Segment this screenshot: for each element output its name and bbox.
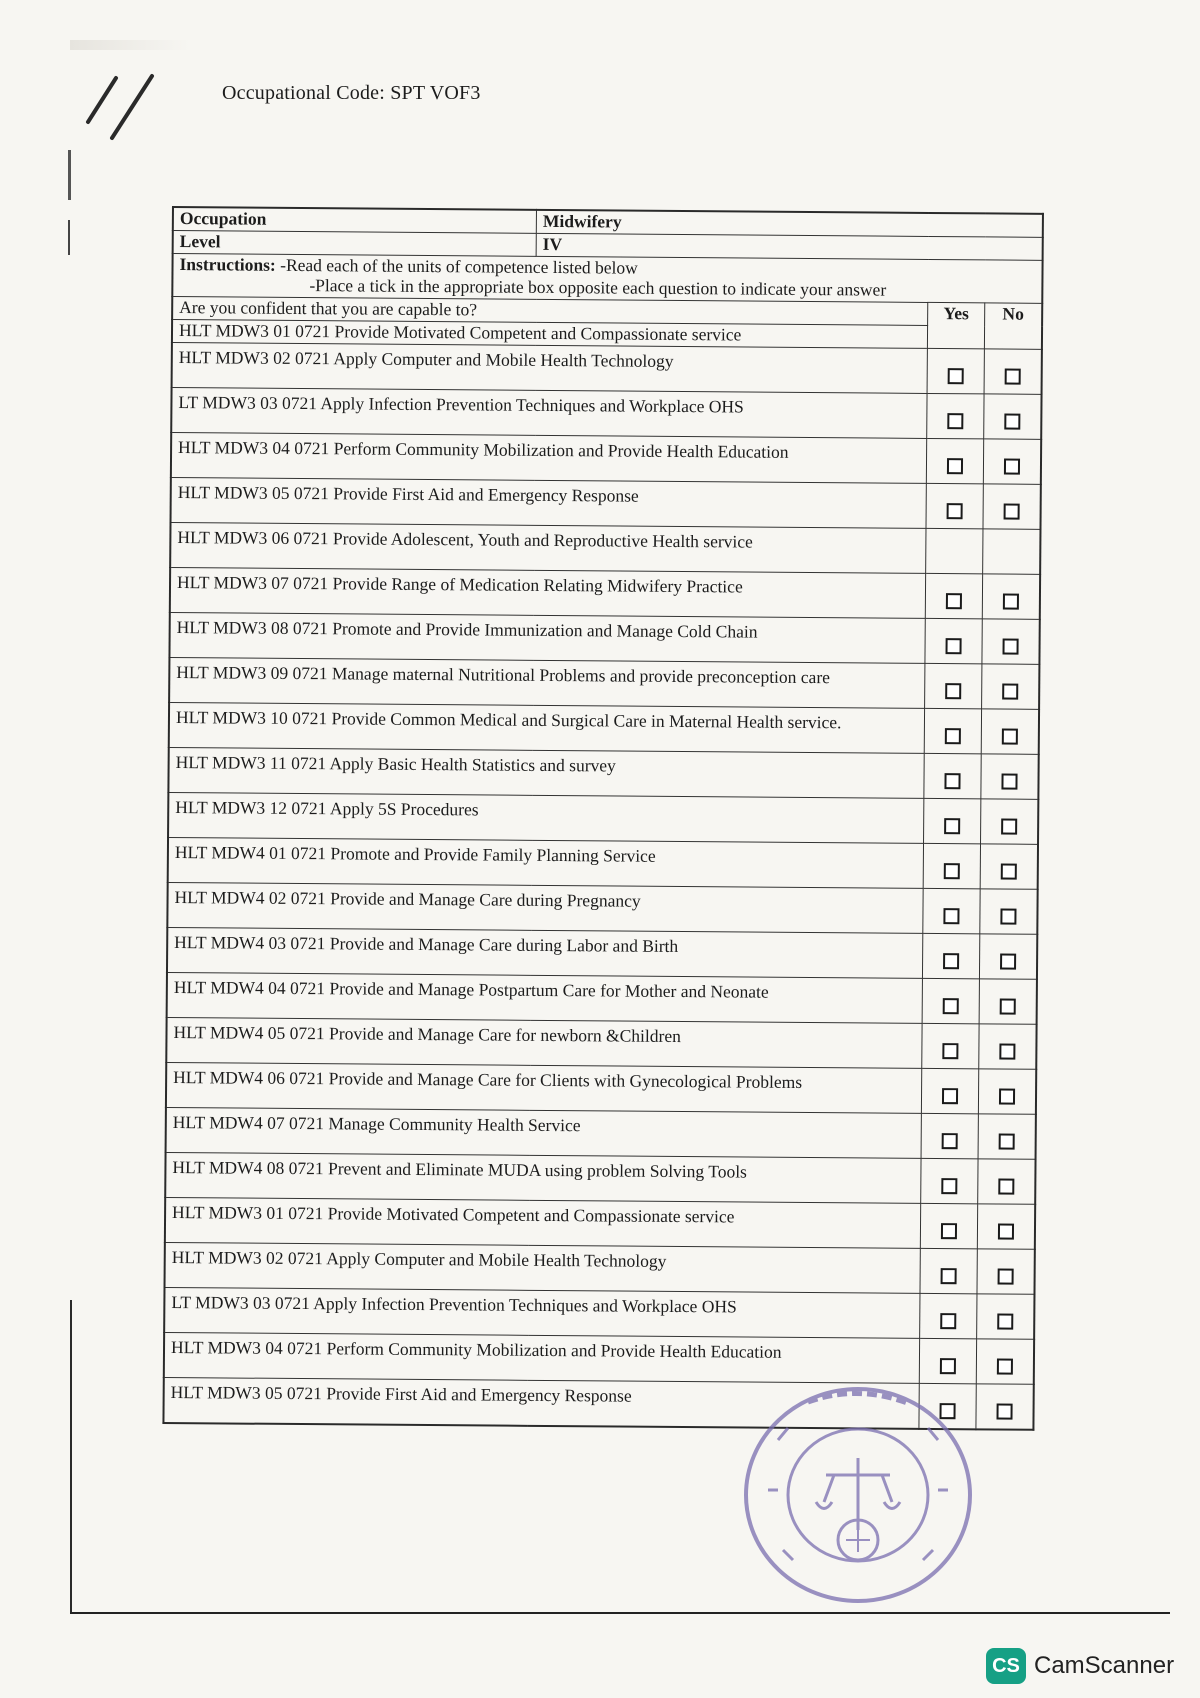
no-cell	[982, 664, 1040, 709]
page-edge-mark	[68, 150, 71, 200]
no-cell	[980, 844, 1038, 889]
yes-cell	[920, 1293, 977, 1338]
unit-row	[170, 522, 1040, 574]
no-checkbox[interactable]	[997, 1359, 1013, 1375]
unit-text: HLT MDW3 04 0721 Perform Community Mobilization and Provide Health Education	[171, 433, 927, 484]
instructions-row	[172, 254, 1042, 304]
unit-text: HLT MDW3 09 0721 Manage maternal Nutritional Problems and provide preconception care	[169, 657, 925, 708]
unit-text: LT MDW3 03 0721 Apply Infection Prevention Techniques and Workplace OHS	[171, 388, 927, 439]
yes-cell	[920, 1203, 977, 1248]
no-checkbox[interactable]	[1003, 639, 1019, 655]
yes-cell	[924, 753, 981, 798]
no-cell	[984, 349, 1042, 394]
unit-text: HLT MDW3 11 0721 Apply Basic Health Statistics and survey	[168, 747, 924, 798]
occupational-code: Occupational Code: SPT VOF3	[222, 82, 481, 104]
no-cell	[977, 1249, 1035, 1294]
unit-text: HLT MDW3 01 0721 Provide Motivated Competent and Compassionate service	[172, 320, 928, 349]
occupation-value: Midwifery	[536, 210, 1043, 237]
yes-checkbox[interactable]	[944, 818, 960, 834]
no-column-header: No	[984, 303, 1042, 349]
unit-row	[171, 477, 1041, 529]
unit-row	[165, 1242, 1035, 1294]
unit-text: HLT MDW3 10 0721 Provide Common Medical and Surgical Care in Maternal Health service.	[169, 702, 925, 753]
unit-row	[171, 388, 1041, 440]
no-checkbox[interactable]	[1004, 504, 1020, 520]
unit-row	[167, 927, 1037, 979]
yes-checkbox[interactable]	[946, 593, 962, 609]
unit-row	[167, 882, 1037, 934]
unit-row	[170, 567, 1040, 619]
yes-cell	[922, 1023, 979, 1068]
yes-checkbox[interactable]	[944, 863, 960, 879]
yes-checkbox[interactable]	[947, 503, 963, 519]
yes-cell	[925, 663, 982, 708]
unit-text: LT MDW3 03 0721 Apply Infection Prevention Techniques and Workplace OHS	[164, 1287, 920, 1338]
unit-text: HLT MDW4 06 0721 Provide and Manage Care for Clients with Gynecological Problems	[166, 1062, 922, 1113]
level-value: IV	[536, 233, 1043, 260]
unit-text: HLT MDW3 04 0721 Perform Community Mobilization and Provide Health Education	[164, 1332, 920, 1383]
no-checkbox[interactable]	[1003, 594, 1019, 610]
no-cell	[982, 619, 1040, 664]
no-cell	[979, 934, 1037, 979]
yes-column-header: Yes	[927, 302, 984, 348]
unit-text: HLT MDW3 12 0721 Apply 5S Procedures	[168, 792, 924, 843]
yes-cell	[923, 843, 980, 888]
no-checkbox[interactable]	[1002, 729, 1018, 745]
unit-row	[168, 792, 1038, 844]
yes-checkbox[interactable]	[943, 908, 959, 924]
yes-checkbox[interactable]	[941, 1268, 957, 1284]
no-checkbox[interactable]	[999, 1044, 1015, 1060]
yes-cell	[924, 708, 981, 753]
no-cell	[978, 1069, 1036, 1114]
yes-cell	[921, 1158, 978, 1203]
no-checkbox[interactable]	[998, 1269, 1014, 1285]
unit-text: HLT MDW4 02 0721 Provide and Manage Care during Pregnancy	[167, 882, 923, 933]
no-cell	[982, 574, 1040, 619]
unit-row	[169, 612, 1039, 664]
unit-text: HLT MDW4 03 0721 Provide and Manage Care during Labor and Birth	[167, 927, 923, 978]
no-checkbox[interactable]	[997, 1314, 1013, 1330]
yes-checkbox[interactable]	[946, 638, 962, 654]
yes-checkbox[interactable]	[942, 1043, 958, 1059]
unit-text: HLT MDW3 02 0721 Apply Computer and Mobile Health Technology	[172, 343, 928, 394]
unit-text: HLT MDW4 04 0721 Provide and Manage Postpartum Care for Mother and Neonate	[167, 972, 923, 1023]
unit-text: HLT MDW3 05 0721 Provide First Aid and Emergency Response	[163, 1377, 919, 1428]
unit-text: HLT MDW3 07 0721 Provide Range of Medication Relating Midwifery Practice	[170, 567, 926, 618]
unit-text: HLT MDW3 08 0721 Promote and Provide Immunization and Manage Cold Chain	[169, 612, 925, 663]
unit-row	[166, 1062, 1036, 1114]
yes-checkbox[interactable]	[947, 413, 963, 429]
instructions-label: Instructions:	[179, 254, 276, 275]
no-cell	[978, 1114, 1036, 1159]
yes-cell	[922, 933, 979, 978]
unit-row	[169, 657, 1039, 709]
yes-cell	[926, 483, 983, 528]
unit-text: HLT MDW4 05 0721 Provide and Manage Care for newborn &Children	[166, 1017, 922, 1068]
no-cell	[981, 754, 1039, 799]
no-cell	[983, 439, 1041, 484]
yes-cell	[920, 1248, 977, 1293]
yes-checkbox[interactable]	[940, 1313, 956, 1329]
instructions	[172, 254, 1042, 304]
page-edge-mark	[68, 220, 70, 255]
no-cell	[981, 709, 1039, 754]
unit-row	[164, 1287, 1034, 1339]
instruction-1: -Read each of the units of competence listed below	[280, 254, 638, 278]
unit-row	[165, 1197, 1035, 1249]
no-cell	[977, 1294, 1035, 1339]
yes-cell	[924, 798, 981, 843]
yes-cell	[927, 348, 984, 393]
unit-row	[169, 702, 1039, 754]
yes-cell	[925, 573, 982, 618]
no-checkbox[interactable]	[1002, 684, 1018, 700]
no-checkbox[interactable]	[1000, 999, 1016, 1015]
unit-text: HLT MDW3 02 0721 Apply Computer and Mobile Health Technology	[165, 1242, 921, 1293]
yes-checkbox[interactable]	[944, 773, 960, 789]
official-stamp	[738, 1380, 978, 1610]
no-checkbox[interactable]	[1000, 954, 1016, 970]
no-checkbox[interactable]	[996, 1404, 1012, 1420]
unit-row	[168, 747, 1038, 799]
pen-slash-marks	[84, 72, 164, 142]
yes-cell	[926, 438, 983, 483]
yes-cell	[926, 528, 983, 573]
yes-checkbox[interactable]	[943, 953, 959, 969]
no-checkbox[interactable]	[1001, 819, 1017, 835]
camscanner-watermark: CamScanner	[1034, 1652, 1175, 1679]
no-checkbox[interactable]	[1004, 459, 1020, 475]
yes-checkbox[interactable]	[941, 1223, 957, 1239]
no-cell	[981, 799, 1039, 844]
yes-checkbox[interactable]	[945, 683, 961, 699]
yes-cell	[921, 1068, 978, 1113]
yes-checkbox[interactable]	[941, 1178, 957, 1194]
occupation-label: Occupation	[173, 207, 537, 233]
level-label: Level	[173, 231, 537, 257]
yes-checkbox[interactable]	[940, 1358, 956, 1374]
no-cell	[979, 1024, 1037, 1069]
unit-text: HLT MDW3 06 0721 Provide Adolescent, Youth and Reproductive Health service	[170, 522, 926, 573]
no-checkbox[interactable]	[1001, 864, 1017, 880]
self-assessment-form	[162, 206, 1044, 1431]
unit-row	[171, 433, 1041, 485]
yes-cell	[922, 978, 979, 1023]
page-edge-shadow	[70, 40, 190, 50]
camscanner-logo: CS	[986, 1648, 1026, 1684]
yes-cell	[927, 393, 984, 438]
no-cell	[980, 889, 1038, 934]
no-cell	[983, 484, 1041, 529]
yes-checkbox[interactable]	[942, 1088, 958, 1104]
unit-row	[167, 972, 1037, 1024]
no-checkbox[interactable]	[1004, 414, 1020, 430]
no-checkbox[interactable]	[998, 1179, 1014, 1195]
page-edge-line	[70, 1300, 72, 1614]
no-cell	[976, 1384, 1034, 1430]
unit-text: HLT MDW3 05 0721 Provide First Aid and Emergency Response	[171, 477, 927, 528]
no-cell	[976, 1339, 1034, 1384]
yes-checkbox[interactable]	[945, 728, 961, 744]
no-cell	[984, 394, 1042, 439]
unit-text: HLT MDW4 08 0721 Prevent and Eliminate MUDA using problem Solving Tools	[165, 1152, 921, 1203]
yes-checkbox[interactable]	[942, 1133, 958, 1149]
no-cell	[977, 1204, 1035, 1249]
page-edge-line	[70, 1612, 1170, 1614]
yes-checkbox[interactable]	[943, 998, 959, 1014]
yes-cell	[921, 1113, 978, 1158]
no-checkbox[interactable]	[1000, 909, 1016, 925]
unit-row	[165, 1152, 1035, 1204]
unit-row	[168, 837, 1038, 889]
no-checkbox[interactable]	[998, 1224, 1014, 1240]
instruction-2: -Place a tick in the appropriate box opposite each question to indicate your answer	[309, 275, 887, 300]
yes-checkbox[interactable]	[948, 368, 964, 384]
unit-text: HLT MDW4 01 0721 Promote and Provide Family Planning Service	[168, 837, 924, 888]
no-checkbox[interactable]	[999, 1089, 1015, 1105]
yes-cell	[923, 888, 980, 933]
unit-text: HLT MDW3 01 0721 Provide Motivated Competent and Compassionate service	[165, 1197, 921, 1248]
no-checkbox[interactable]	[999, 1134, 1015, 1150]
no-checkbox[interactable]	[1001, 774, 1017, 790]
unit-text: HLT MDW4 07 0721 Manage Community Health Service	[166, 1107, 922, 1158]
question-text: Are you confident that you are capable to?	[172, 297, 928, 326]
no-cell	[978, 1159, 1036, 1204]
unit-row	[172, 343, 1042, 395]
no-cell	[983, 529, 1041, 574]
unit-row	[164, 1332, 1034, 1384]
no-cell	[979, 979, 1037, 1024]
unit-row	[166, 1017, 1036, 1069]
yes-cell	[925, 618, 982, 663]
yes-checkbox[interactable]	[947, 458, 963, 474]
unit-row	[166, 1107, 1036, 1159]
no-checkbox[interactable]	[1005, 369, 1021, 385]
yes-cell	[919, 1338, 976, 1383]
